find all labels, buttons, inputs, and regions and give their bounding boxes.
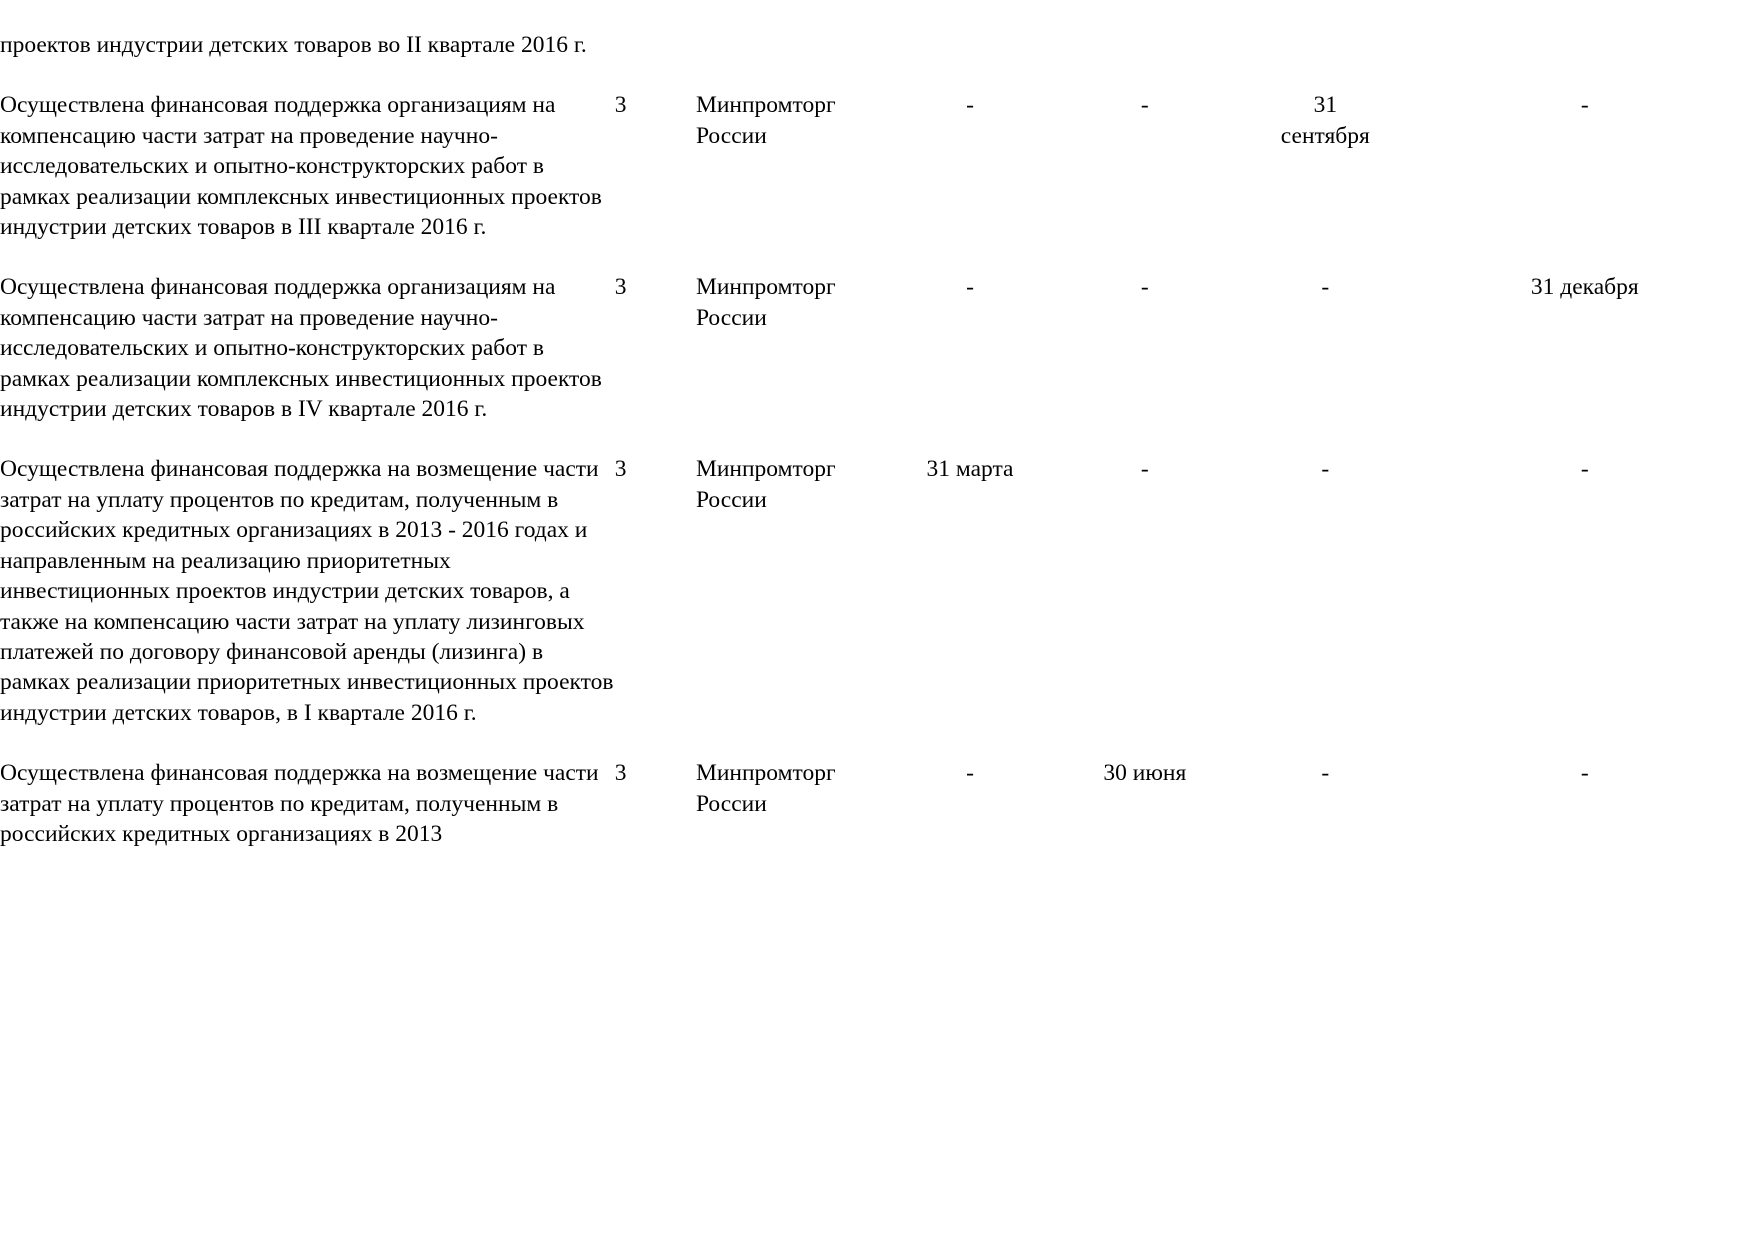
executor-line-1: Минпромторг <box>695 92 836 119</box>
row-gap-1 <box>0 60 1754 90</box>
deadline-q1: - <box>966 760 974 787</box>
table-row <box>0 90 1754 242</box>
deadline-q4: 31 декабря <box>1530 274 1639 301</box>
row-gap-2 <box>0 242 1754 272</box>
deadline-q3: - <box>1321 456 1330 483</box>
responsible-executor <box>696 454 885 728</box>
responsible-executor <box>696 272 885 424</box>
top-spacer <box>0 0 1754 30</box>
table-row <box>0 758 1754 849</box>
event-description-continued: проектов индустрии детских товаров во II квартале 2016 г. <box>0 32 587 58</box>
deadline-q3: - <box>1321 760 1330 787</box>
row-gap-3 <box>0 424 1754 454</box>
deadline-q1: - <box>966 92 974 119</box>
level-number: 3 <box>614 456 627 483</box>
level-number: 3 <box>614 274 627 301</box>
deadline-q2: - <box>1140 92 1149 119</box>
deadline-q3-line-2: сентября <box>1280 122 1370 149</box>
deadline-q4: - <box>1580 92 1589 119</box>
event-description: Осуществлена финансовая поддержка на возмещение части затрат на уплату процентов по кредитам, полученным в российских кредитных организациях в 2013 <box>0 760 599 847</box>
deadline-q2: - <box>1140 456 1149 483</box>
responsible-executor <box>696 90 885 242</box>
deadline-q2: 30 июня <box>1103 760 1187 787</box>
executor-line-1: Минпромторг <box>695 274 836 301</box>
executor-line-1: Минпромторг <box>695 760 836 787</box>
level-number-continued <box>615 30 696 60</box>
deadline-q3: - <box>1321 274 1330 301</box>
deadline-q1-continued <box>885 30 1054 60</box>
executor-line-2: России <box>695 486 767 513</box>
deadline-q2-continued <box>1055 30 1235 60</box>
executor-line-1: Минпромторг <box>695 456 836 483</box>
deadline-q3-line-1: 31 <box>1313 92 1338 119</box>
executor-line-2: России <box>695 304 767 331</box>
row-gap-4 <box>0 728 1754 758</box>
event-description: Осуществлена финансовая поддержка организациям на компенсацию части затрат на проведение научно-исследовательских и опытно-конструкторских работ в рамках реализации комплексных инвестиционных проектов индустрии детских товаров в III квартале 2016 г. <box>0 92 602 241</box>
table-row <box>0 454 1754 728</box>
deadline-q2: - <box>1140 274 1149 301</box>
deadline-q3-continued <box>1235 30 1415 60</box>
level-number: 3 <box>614 760 627 787</box>
executor-line-2: России <box>695 790 767 817</box>
deadline-q1: - <box>966 274 974 301</box>
table-row <box>0 272 1754 424</box>
responsible-executor <box>696 758 885 849</box>
deadline-q3 <box>1235 90 1415 242</box>
deadline-q4: - <box>1580 456 1589 483</box>
table-row-continued <box>0 30 1754 60</box>
event-description: Осуществлена финансовая поддержка на возмещение части затрат на уплату процентов по кредитам, полученным в российских кредитных организациях в 2013 - 2016 годах и направленным на реализацию приоритетных инвестиционных проектов индустрии детских товаров, а также на компенсацию части затрат на уплату лизинговых платежей по договору финансовой аренды (лизинга) в рамках реализации приоритетных инвестиционных проектов индустрии детских товаров, в I квартале 2016 г. <box>0 456 614 726</box>
deadline-q4-continued <box>1416 30 1754 60</box>
executor-line-2: России <box>695 122 767 149</box>
responsible-executor-continued <box>696 30 885 60</box>
event-description: Осуществлена финансовая поддержка организациям на компенсацию части затрат на проведение научно-исследовательских и опытно-конструкторских работ в рамках реализации комплексных инвестиционных проектов индустрии детских товаров в IV квартале 2016 г. <box>0 274 602 423</box>
deadline-q1: 31 марта <box>926 456 1014 483</box>
level-number: 3 <box>614 92 627 119</box>
deadline-q4: - <box>1580 760 1589 787</box>
